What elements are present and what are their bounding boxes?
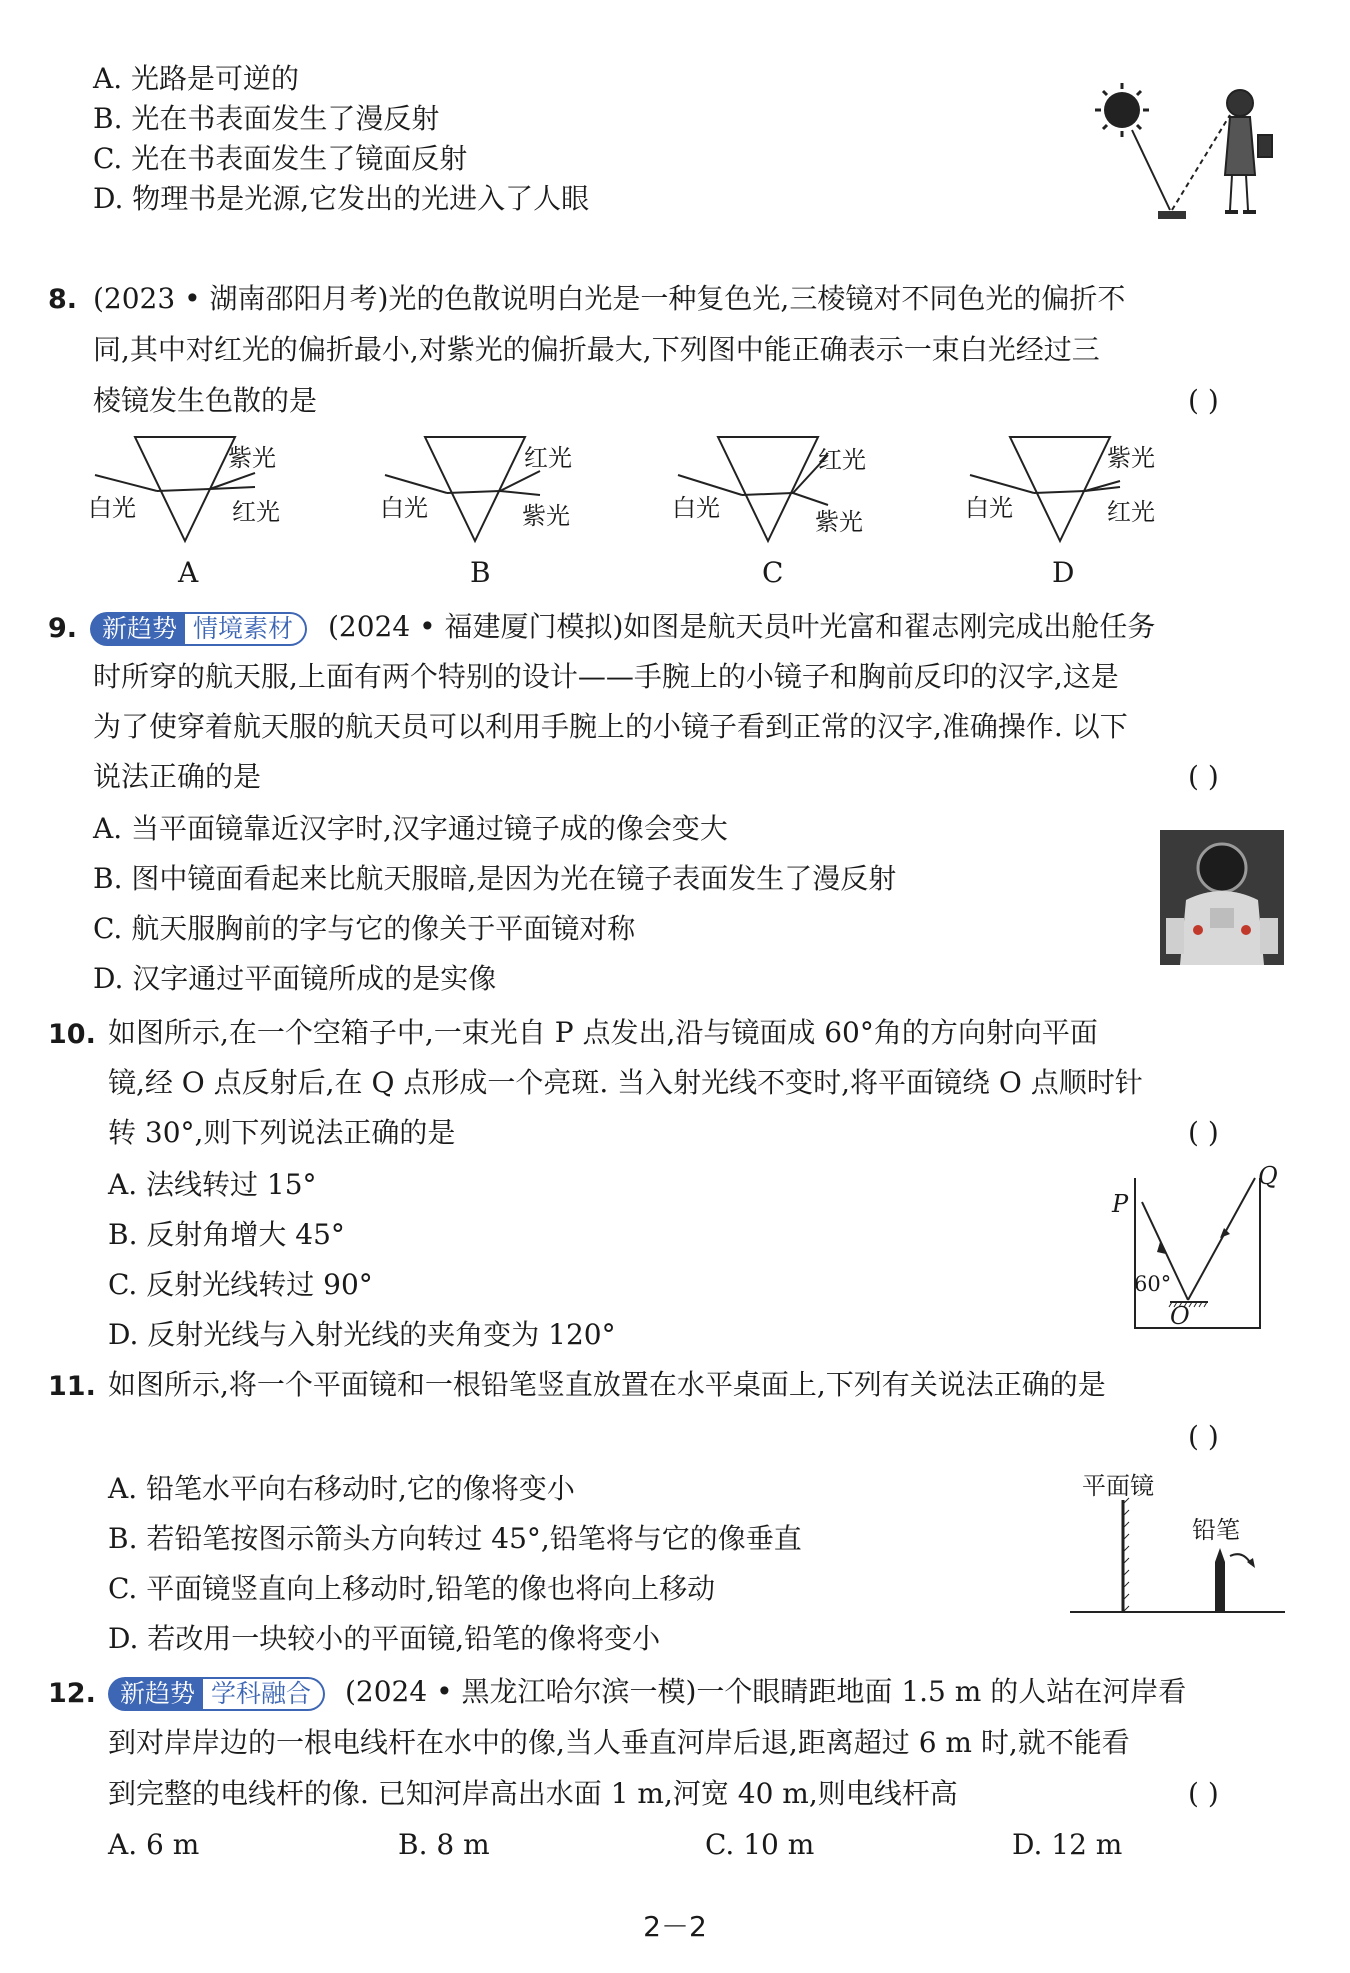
pencil-label: 铅笔 — [1192, 1516, 1240, 1544]
q9-line-3: 为了使穿着航天服的航天员可以利用手腕上的小镜子看到正常的汉字,准确操作. 以下 — [93, 710, 1128, 743]
prism-d-bottom-label: 红光 — [1107, 498, 1155, 526]
subject-badge: 学科融合 — [203, 1677, 325, 1711]
q12-option-a: A. 6 m — [108, 1828, 200, 1861]
q11-number: 11. — [48, 1371, 96, 1402]
q8-number: 8. — [48, 284, 78, 315]
q7-option-d: D. 物理书是光源,它发出的光进入了人眼 — [93, 182, 590, 215]
trend-badge: 新趋势 — [108, 1677, 203, 1711]
prism-a-incident-label: 白光 — [88, 494, 136, 522]
q7-option-c: C. 光在书表面发生了镜面反射 — [93, 142, 468, 175]
q10-point-q: Q — [1258, 1162, 1278, 1190]
q10-point-o: O — [1170, 1302, 1190, 1330]
prism-b-incident-label: 白光 — [380, 494, 428, 522]
q10-option-b: B. 反射角增大 45° — [108, 1218, 345, 1251]
sun-icon — [1095, 83, 1149, 137]
q9-option-b: B. 图中镜面看起来比航天服暗,是因为光在镜子表面发生了漫反射 — [93, 862, 897, 895]
q9-option-d: D. 汉字通过平面镜所成的是实像 — [93, 962, 497, 995]
q11-option-b: B. 若铅笔按图示箭头方向转过 45°,铅笔将与它的像垂直 — [108, 1522, 802, 1555]
q12-line-3: 到完整的电线杆的像. 已知河岸高出水面 1 m,河宽 40 m,则电线杆高 — [108, 1777, 958, 1810]
q7-option-b: B. 光在书表面发生了漫反射 — [93, 102, 440, 135]
context-badge: 情境素材 — [185, 612, 307, 646]
prism-c-incident-label: 白光 — [672, 494, 720, 522]
q9-line-4: 说法正确的是 — [93, 760, 262, 793]
prism-c-letter: C — [762, 556, 784, 589]
q7-option-a: A. 光路是可逆的 — [93, 62, 300, 95]
q8-line-2: 同,其中对红光的偏折最小,对紫光的偏折最大,下列图中能正确表示一束白光经过三 — [93, 333, 1100, 366]
astronaut-photo — [1160, 830, 1284, 965]
q11-answer-blank: ( ) — [1188, 1420, 1219, 1453]
trend-badge: 新趋势 — [90, 612, 185, 646]
q10-line-2: 镜,经 O 点反射后,在 Q 点形成一个亮斑. 当入射光线不变时,将平面镜绕 O 点顺时针 — [108, 1066, 1143, 1099]
prism-d-incident-label: 白光 — [965, 494, 1013, 522]
q10-box-figure — [1120, 1170, 1270, 1340]
q11-option-c: C. 平面镜竖直向上移动时,铅笔的像也将向上移动 — [108, 1572, 716, 1605]
q8-answer-blank: ( ) — [1188, 384, 1219, 417]
girl-icon — [1225, 90, 1272, 212]
q9-option-a: A. 当平面镜靠近汉字时,汉字通过镜子成的像会变大 — [93, 812, 728, 845]
prism-b-letter: B — [470, 556, 491, 589]
q9-option-c: C. 航天服胸前的字与它的像关于平面镜对称 — [93, 912, 636, 945]
q10-option-d: D. 反射光线与入射光线的夹角变为 120° — [108, 1318, 616, 1351]
q12-number: 12. — [48, 1678, 96, 1709]
q10-angle-label: 60° — [1134, 1272, 1172, 1296]
q12-option-d: D. 12 m — [1012, 1828, 1123, 1861]
q8-line-3: 棱镜发生色散的是 — [93, 384, 318, 417]
q12-answer-blank: ( ) — [1188, 1777, 1219, 1810]
q10-option-a: A. 法线转过 15° — [108, 1168, 317, 1201]
prism-d-top-label: 紫光 — [1107, 444, 1155, 472]
book-icon — [1158, 211, 1186, 219]
q11-line-1: 如图所示,将一个平面镜和一根铅笔竖直放置在水平桌面上,下列有关说法正确的是 — [108, 1368, 1106, 1401]
q9-line-2: 时所穿的航天服,上面有两个特别的设计——手腕上的小镜子和胸前反印的汉字,这是 — [93, 660, 1119, 693]
q10-option-c: C. 反射光线转过 90° — [108, 1268, 373, 1301]
q10-line-1: 如图所示,在一个空箱子中,一束光自 P 点发出,沿与镜面成 60°角的方向射向平面 — [108, 1016, 1098, 1049]
q10-answer-blank: ( ) — [1188, 1116, 1219, 1149]
q7-figure — [1080, 75, 1300, 245]
prism-c-bottom-label: 紫光 — [815, 508, 863, 536]
q11-option-d: D. 若改用一块较小的平面镜,铅笔的像将变小 — [108, 1622, 661, 1655]
q12-option-c: C. 10 m — [705, 1828, 815, 1861]
q9-badge — [90, 610, 307, 646]
q8-line-1: (2023 • 湖南邵阳月考)光的色散说明白光是一种复色光,三棱镜对不同色光的偏折不 — [93, 282, 1126, 315]
prism-b-bottom-label: 紫光 — [522, 502, 570, 530]
q10-point-p: P — [1112, 1190, 1129, 1218]
prism-a-top-label: 紫光 — [228, 444, 276, 472]
q9-number: 9. — [48, 613, 78, 644]
prism-a-bottom-label: 红光 — [232, 498, 280, 526]
prism-d-letter: D — [1052, 556, 1075, 589]
mirror-label: 平面镜 — [1082, 1472, 1154, 1500]
page-number: 2－2 — [643, 1910, 707, 1943]
q11-option-a: A. 铅笔水平向右移动时,它的像将变小 — [108, 1472, 575, 1505]
prism-b-top-label: 红光 — [524, 444, 572, 472]
q12-line-2: 到对岸岸边的一根电线杆在水中的像,当人垂直河岸后退,距离超过 6 m 时,就不能看 — [108, 1726, 1130, 1759]
q11-mirror-pencil-figure — [1065, 1490, 1290, 1620]
q9-answer-blank: ( ) — [1188, 760, 1219, 793]
q12-option-b: B. 8 m — [398, 1828, 490, 1861]
q12-line-1: (2024 • 黑龙江哈尔滨一模)一个眼睛距地面 1.5 m 的人站在河岸看 — [345, 1675, 1187, 1708]
q12-badge — [108, 1675, 325, 1711]
prism-c-top-label: 红光 — [818, 446, 866, 474]
q9-line-1: (2024 • 福建厦门模拟)如图是航天员叶光富和翟志刚完成出舱任务 — [328, 610, 1156, 643]
pencil-icon — [1215, 1562, 1225, 1612]
q10-line-3: 转 30°,则下列说法正确的是 — [108, 1116, 456, 1149]
q10-number: 10. — [48, 1019, 96, 1050]
prism-a-letter: A — [178, 556, 199, 589]
